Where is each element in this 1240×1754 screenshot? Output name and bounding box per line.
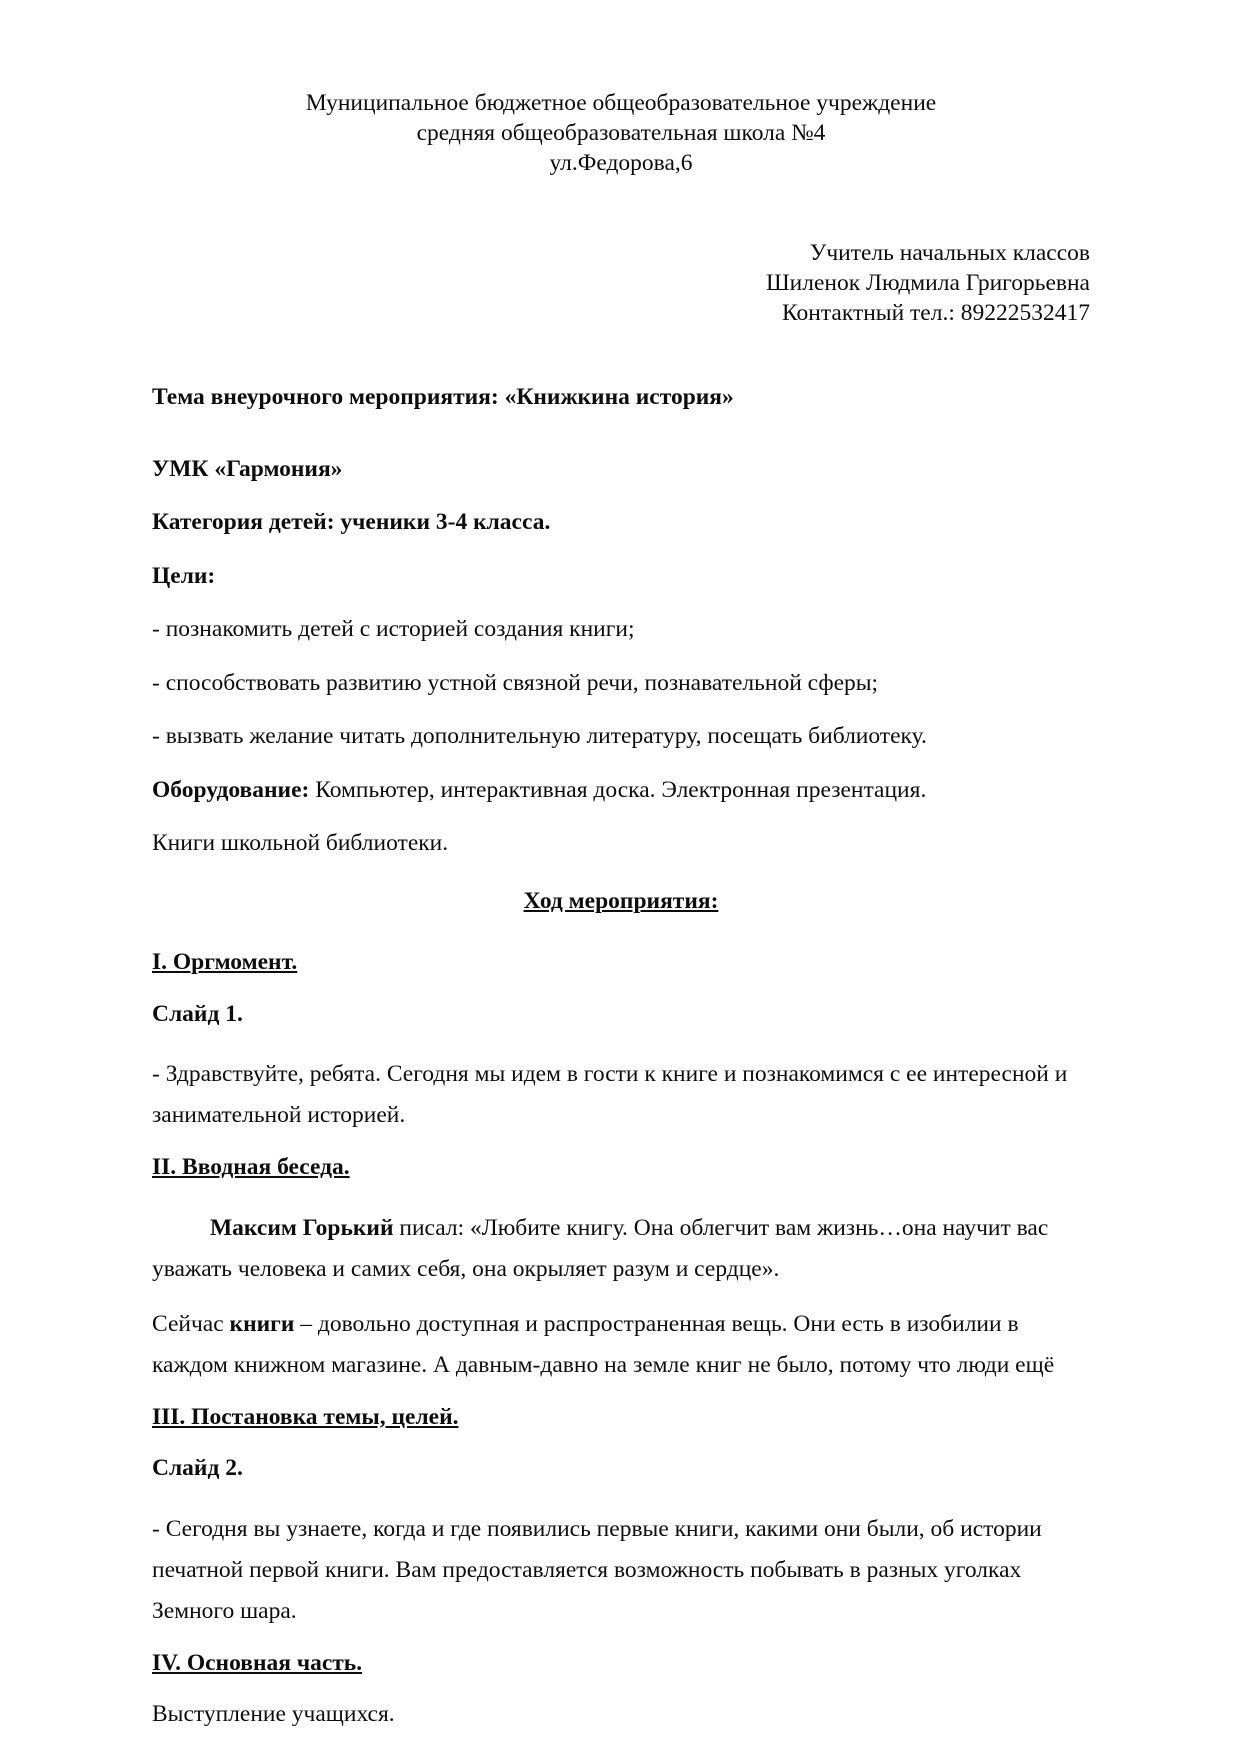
section-heading-org-moment: I. Оргмомент. xyxy=(152,949,298,975)
umk-label: УМК «Гармония» xyxy=(152,455,343,482)
slide-heading-1: Слайд 1. xyxy=(152,1000,243,1027)
org-header-line-2: средняя общеобразовательная школа №4 xyxy=(416,120,826,146)
goals-label: Цели: xyxy=(152,562,216,589)
author-name: Шиленок Людмила Григорьевна xyxy=(765,270,1090,296)
author-role: Учитель начальных классов xyxy=(809,240,1090,266)
books-word-bold: книги xyxy=(229,1310,295,1337)
goal-item: - вызвать желание читать дополнительную литературу, посещать библиотеку. xyxy=(152,723,927,749)
books-text-lead: Сейчас xyxy=(152,1310,230,1337)
org-header-line-3: ул.Федорова,6 xyxy=(549,150,693,176)
equipment-label: Оборудование: xyxy=(152,776,310,803)
children-category: Категория детей: ученики 3-4 класса. xyxy=(152,509,551,535)
organization-header xyxy=(152,88,1090,178)
books-availability-paragraph xyxy=(152,1304,1090,1386)
gorky-quote-paragraph xyxy=(152,1208,1090,1290)
section-heading-main-part: IV. Основная часть. xyxy=(152,1649,363,1676)
section-heading-intro-talk: II. Вводная беседа. xyxy=(152,1154,350,1180)
event-metadata-block xyxy=(152,455,1090,856)
event-topic-heading: Тема внеурочного мероприятия: «Книжкина история» xyxy=(152,384,734,410)
equipment-line xyxy=(152,776,1090,803)
course-of-event-title: Ход мероприятия: xyxy=(523,887,719,914)
goal-item: - познакомить детей с историей создания книги; xyxy=(152,616,635,642)
theme-goals-text: - Сегодня вы узнаете, когда и где появились первые книги, какими они были, об истории печатной первой книги. Вам предоставляется возможность побывать в разных уголках Земного шара. xyxy=(152,1515,1042,1624)
gorky-name: Максим Горький xyxy=(210,1214,394,1241)
author-contact-block xyxy=(152,238,1090,328)
equipment-second-line: Книги школьной библиотеки. xyxy=(152,830,449,856)
books-text-rest: – довольно доступная и распространенная вещь. Они есть в изобилии в каждом книжном магазине. А давным-давно на земле книг не было, потому что люди ещё xyxy=(152,1310,1055,1378)
slide-heading-2: Слайд 2. xyxy=(152,1455,243,1481)
goal-item: - способствовать развитию устной связной речи, познавательной сферы; xyxy=(152,669,879,696)
section-heading-theme-goals: III. Постановка темы, целей. xyxy=(152,1403,459,1430)
author-phone: Контактный тел.: 89222532417 xyxy=(782,300,1090,326)
main-part-text: Выступление учащихся. xyxy=(152,1701,395,1727)
org-moment-text: - Здравствуйте, ребята. Сегодня мы идем в гости к книге и познакомимся с ее интересной и занимательной историей. xyxy=(152,1061,1068,1128)
equipment-text: Компьютер, интерактивная доска. Электронная презентация. xyxy=(309,776,927,803)
org-header-line-1: Муниципальное бюджетное общеобразовательное учреждение xyxy=(305,90,937,116)
gorky-quote-text: писал: «Любите книгу. Она облегчит вам жизнь…она научит вас уважать человека и самих себя, она окрыляет разум и сердце». xyxy=(152,1214,1049,1282)
